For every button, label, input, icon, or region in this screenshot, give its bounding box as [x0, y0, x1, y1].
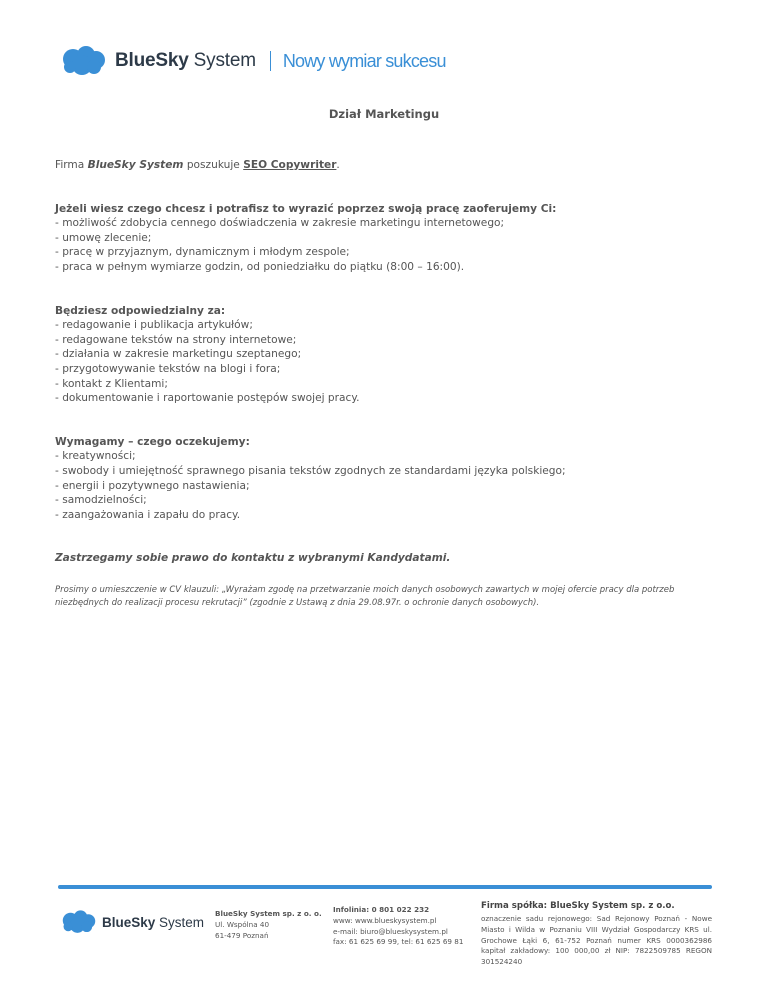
hotline: Infolinia: 0 801 022 232	[333, 905, 430, 914]
contact-note: Zastrzegamy sobie prawo do kontaktu z wybranymi Kandydatami.	[55, 552, 451, 565]
list-item: - redagowane tekstów na strony internetowe;	[55, 333, 297, 346]
legal-title: Firma spółka: BlueSky System sp. z o.o.	[481, 901, 675, 911]
list-item: - zaangażowania i zapału do pracy.	[55, 508, 241, 521]
footer-logo	[62, 910, 204, 934]
website-link[interactable]: www: www.blueskysystem.pl	[333, 915, 437, 925]
list-item: - swobody i umiejętność sprawnego pisania tekstów zgodnych ze standardami języka polskiego;	[55, 464, 566, 477]
cloud-logo-icon	[62, 910, 96, 934]
company-name: BlueSky System	[87, 159, 184, 171]
company-legal-name: BlueSky System sp. z o. o.	[215, 909, 322, 918]
street: Ul. Wspólna 40	[215, 919, 270, 929]
fax-phone: fax: 61 625 69 99, tel: 61 625 69 81	[333, 937, 464, 947]
section-title: Będziesz odpowiedzialny za:	[55, 304, 226, 317]
footer-contact	[333, 905, 463, 948]
gdpr-clause: Prosimy o umieszczenie w CV klauzuli: „Wyrażam zgodę na przetwarzanie moich danych osobowych zawartych w mojej ofercie pracy dla potrzeb niezbędnych do realizacji procesu rekrutacji” (zgodnie z Ustawą z dnia 29.08.97r. o ochronie danych osobowych).	[55, 584, 675, 608]
job-offer-body	[55, 158, 725, 610]
page-title: Dział Marketingu	[328, 107, 440, 121]
list-item: - kontakt z Klientami;	[55, 377, 168, 390]
list-item: - kreatywności;	[55, 450, 136, 463]
section-offer	[55, 202, 725, 275]
city: 61-479 Poznań	[215, 930, 269, 940]
list-item: - działania w zakresie marketingu szeptanego;	[55, 348, 302, 361]
intro-line: Firma BlueSky System poszukuje SEO Copywriter.	[55, 159, 340, 171]
list-item: - umowę zlecenie;	[55, 231, 152, 244]
section-responsibilities	[55, 304, 725, 406]
footer-divider	[58, 885, 712, 889]
section-requirements	[55, 435, 725, 523]
section-title: Wymagamy – czego oczekujemy:	[55, 435, 250, 448]
list-item: - redagowanie i publikacja artykułów;	[55, 319, 253, 332]
footer-address	[215, 909, 322, 941]
position-name: SEO Copywriter	[243, 159, 337, 171]
section-title: Jeżeli wiesz czego chcesz i potrafisz to wyrazić poprzez swoją pracę zaoferujemy Ci:	[55, 202, 557, 215]
legal-text: oznaczenie sadu rejonowego: Sad Rejonowy Poznań - Nowe Miasto i Wilda w Poznaniu VIII Wydział Gospodarczy KRS ul. Grochowe Łąki 6, 61-752 Poznań numer KRS 0000362986 kapitał zakładowy: 100 000,00 zł NIP: 7822509785 REGON 301524240	[481, 914, 712, 967]
tagline: Nowy wymiar sukcesu	[282, 50, 446, 71]
list-item: - energii i pozytywnego nastawienia;	[55, 479, 250, 492]
cloud-logo-icon	[62, 46, 106, 76]
brand-name: BlueSky System	[115, 50, 256, 71]
header	[62, 44, 446, 78]
email-link[interactable]: e-mail: biuro@blueskysystem.pl	[333, 926, 448, 936]
list-item: - przygotowywanie tekstów na blogi i fora;	[55, 362, 281, 375]
list-item: - pracę w przyjaznym, dynamicznym i młodym zespole;	[55, 246, 350, 259]
header-divider	[270, 51, 271, 71]
list-item: - dokumentowanie i raportowanie postępów swojej pracy.	[55, 392, 360, 405]
list-item: - możliwość zdobycia cennego doświadczenia w zakresie marketingu internetowego;	[55, 217, 505, 230]
list-item: - praca w pełnym wymiarze godzin, od poniedziałku do piątku (8:00 – 16:00).	[55, 260, 465, 273]
footer-legal	[481, 900, 712, 968]
footer-brand-name: BlueSky System	[102, 914, 205, 930]
list-item: - samodzielności;	[55, 494, 147, 507]
